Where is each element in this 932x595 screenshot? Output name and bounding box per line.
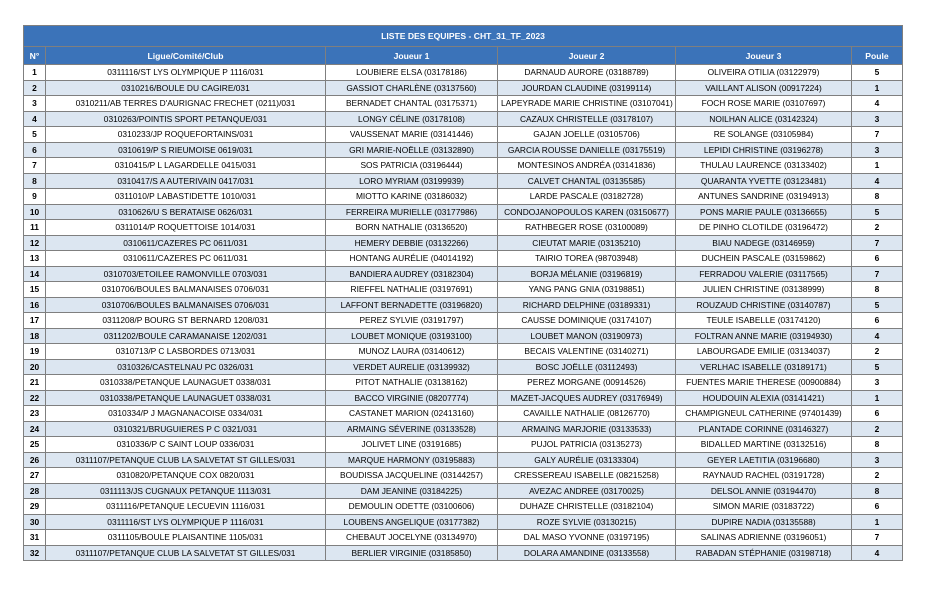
player-1-cell: LONGY CÉLINE (03178108): [326, 111, 498, 127]
poule-cell: 7: [852, 235, 903, 251]
team-number: 6: [24, 142, 46, 158]
club-cell: 0310216/BOULE DU CAGIRE/031: [46, 80, 326, 96]
table-row: [24, 406, 903, 422]
player-2-cell: CIEUTAT MARIE (03135210): [498, 235, 676, 251]
club-cell: 0310703/ETOILEE RAMONVILLE 0703/031: [46, 266, 326, 282]
player-2-cell: GARCIA ROUSSE DANIELLE (03175519): [498, 142, 676, 158]
player-2-cell: LAPEYRADE MARIE CHRISTINE (03107041): [498, 96, 676, 112]
player-2-cell: CALVET CHANTAL (03135585): [498, 173, 676, 189]
table-row: [24, 96, 903, 112]
poule-cell: 7: [852, 127, 903, 143]
player-1-cell: BOUDISSA JACQUELINE (03144257): [326, 468, 498, 484]
table-row: [24, 313, 903, 329]
player-1-cell: MIOTTO KARINE (03186032): [326, 189, 498, 205]
player-3-cell: TEULE ISABELLE (03174120): [676, 313, 852, 329]
player-1-cell: PEREZ SYLVIE (03191797): [326, 313, 498, 329]
club-cell: 0310263/POINTIS SPORT PETANQUE/031: [46, 111, 326, 127]
club-cell: 0310706/BOULES BALMANAISES 0706/031: [46, 282, 326, 298]
poule-cell: 2: [852, 344, 903, 360]
team-number: 2: [24, 80, 46, 96]
player-3-cell: DUCHEIN PASCALE (03159862): [676, 251, 852, 267]
club-cell: 0310706/BOULES BALMANAISES 0706/031: [46, 297, 326, 313]
player-2-cell: BOSC JOËLLE (03112493): [498, 359, 676, 375]
team-number: 10: [24, 204, 46, 220]
poule-cell: 2: [852, 468, 903, 484]
poule-cell: 8: [852, 189, 903, 205]
poule-cell: 6: [852, 406, 903, 422]
team-number: 13: [24, 251, 46, 267]
team-number: 1: [24, 65, 46, 81]
player-3-cell: NOILHAN ALICE (03142324): [676, 111, 852, 127]
table-row: [24, 297, 903, 313]
club-cell: 0311107/PETANQUE CLUB LA SALVETAT ST GILLES/031: [46, 545, 326, 561]
poule-cell: 1: [852, 158, 903, 174]
player-1-cell: RIEFFEL NATHALIE (03197691): [326, 282, 498, 298]
team-number: 17: [24, 313, 46, 329]
poule-cell: 5: [852, 65, 903, 81]
table-row: [24, 483, 903, 499]
player-1-cell: SOS PATRICIA (03196444): [326, 158, 498, 174]
poule-cell: 3: [852, 375, 903, 391]
player-1-cell: LAFFONT BERNADETTE (03196820): [326, 297, 498, 313]
club-cell: 0310211/AB TERRES D'AURIGNAC FRECHET (0211)/031: [46, 96, 326, 112]
player-3-cell: THULAU LAURENCE (03133402): [676, 158, 852, 174]
table-row: [24, 282, 903, 298]
poule-cell: 6: [852, 499, 903, 515]
team-number: 23: [24, 406, 46, 422]
player-1-cell: HONTANG AURÉLIE (04014192): [326, 251, 498, 267]
table-row: [24, 359, 903, 375]
club-cell: 0310820/PETANQUE COX 0820/031: [46, 468, 326, 484]
team-number: 22: [24, 390, 46, 406]
poule-cell: 5: [852, 204, 903, 220]
table-row: [24, 142, 903, 158]
player-1-cell: MARQUE HARMONY (03195883): [326, 452, 498, 468]
club-cell: 0310334/P J MAGNANACOISE 0334/031: [46, 406, 326, 422]
player-1-cell: GRI MARIE-NOËLLE (03132890): [326, 142, 498, 158]
player-3-cell: VAILLANT ALISON (00917224): [676, 80, 852, 96]
player-2-cell: DOLARA AMANDINE (03133558): [498, 545, 676, 561]
player-3-cell: CHAMPIGNEUL CATHERINE (97401439): [676, 406, 852, 422]
table-row: [24, 204, 903, 220]
table-row: [24, 173, 903, 189]
player-1-cell: LORO MYRIAM (03199939): [326, 173, 498, 189]
team-number: 21: [24, 375, 46, 391]
player-2-cell: ROZE SYLVIE (03130215): [498, 514, 676, 530]
table-row: [24, 499, 903, 515]
table-row: [24, 80, 903, 96]
table-row: [24, 189, 903, 205]
player-2-cell: BORJA MÉLANIE (03196819): [498, 266, 676, 282]
table-row: [24, 251, 903, 267]
player-2-cell: GALY AURÉLIE (03133304): [498, 452, 676, 468]
player-1-cell: BERNADET CHANTAL (03175371): [326, 96, 498, 112]
club-cell: 0310321/BRUGUIERES P C 0321/031: [46, 421, 326, 437]
table-row: [24, 266, 903, 282]
player-3-cell: FOLTRAN ANNE MARIE (03194930): [676, 328, 852, 344]
player-3-cell: DUPIRE NADIA (03135588): [676, 514, 852, 530]
player-1-cell: BORN NATHALIE (03136520): [326, 220, 498, 236]
player-2-cell: DUHAZE CHRISTELLE (03182104): [498, 499, 676, 515]
poule-cell: 1: [852, 80, 903, 96]
team-number: 16: [24, 297, 46, 313]
poule-cell: 4: [852, 173, 903, 189]
poule-cell: 8: [852, 483, 903, 499]
player-2-cell: LARDE PASCALE (03182728): [498, 189, 676, 205]
player-3-cell: OLIVEIRA OTILIA (03122979): [676, 65, 852, 81]
player-2-cell: GAJAN JOELLE (03105706): [498, 127, 676, 143]
table-row: [24, 111, 903, 127]
table-row: [24, 530, 903, 546]
player-1-cell: JOLIVET LINE (03191685): [326, 437, 498, 453]
club-cell: 0310338/PETANQUE LAUNAGUET 0338/031: [46, 375, 326, 391]
club-cell: 0311010/P LABASTIDETTE 1010/031: [46, 189, 326, 205]
club-cell: 0311202/BOULE CARAMANAISE 1202/031: [46, 328, 326, 344]
player-1-cell: PITOT NATHALIE (03138162): [326, 375, 498, 391]
player-1-cell: FERREIRA MURIELLE (03177986): [326, 204, 498, 220]
player-3-cell: SIMON MARIE (03183722): [676, 499, 852, 515]
team-number: 5: [24, 127, 46, 143]
poule-cell: 3: [852, 111, 903, 127]
poule-cell: 3: [852, 142, 903, 158]
player-2-cell: TAIRIO TOREA (98703948): [498, 251, 676, 267]
player-3-cell: LEPIDI CHRISTINE (03196278): [676, 142, 852, 158]
player-2-cell: DARNAUD AURORE (03188789): [498, 65, 676, 81]
player-2-cell: CAZAUX CHRISTELLE (03178107): [498, 111, 676, 127]
table-row: [24, 344, 903, 360]
player-1-cell: VAUSSENAT MARIE (03141446): [326, 127, 498, 143]
player-3-cell: FUENTES MARIE THERESE (00900884): [676, 375, 852, 391]
table-row: [24, 220, 903, 236]
club-cell: 0310415/P L LAGARDELLE 0415/031: [46, 158, 326, 174]
table-row: [24, 545, 903, 561]
poule-cell: 1: [852, 390, 903, 406]
team-number: 24: [24, 421, 46, 437]
poule-cell: 2: [852, 421, 903, 437]
player-1-cell: BACCO VIRGINIE (08207774): [326, 390, 498, 406]
player-2-cell: PEREZ MORGANE (00914526): [498, 375, 676, 391]
player-3-cell: SALINAS ADRIENNE (03196051): [676, 530, 852, 546]
team-number: 11: [24, 220, 46, 236]
poule-cell: 6: [852, 313, 903, 329]
player-3-cell: RABADAN STÉPHANIE (03198718): [676, 545, 852, 561]
player-3-cell: BIDALLED MARTINE (03132516): [676, 437, 852, 453]
table-row: [24, 328, 903, 344]
player-3-cell: JULIEN CHRISTINE (03138999): [676, 282, 852, 298]
team-number: 26: [24, 452, 46, 468]
player-2-cell: BECAIS VALENTINE (03140271): [498, 344, 676, 360]
player-2-cell: JOURDAN CLAUDINE (03199114): [498, 80, 676, 96]
team-number: 3: [24, 96, 46, 112]
player-3-cell: ANTUNES SANDRINE (03194913): [676, 189, 852, 205]
poule-cell: 7: [852, 266, 903, 282]
poule-cell: 5: [852, 297, 903, 313]
player-3-cell: PLANTADE CORINNE (03146327): [676, 421, 852, 437]
poule-cell: 4: [852, 545, 903, 561]
player-2-cell: AVEZAC ANDREE (03170025): [498, 483, 676, 499]
club-cell: 0311105/BOULE PLAISANTINE 1105/031: [46, 530, 326, 546]
poule-cell: 2: [852, 220, 903, 236]
table-row: [24, 127, 903, 143]
club-cell: 0310611/CAZERES PC 0611/031: [46, 251, 326, 267]
club-cell: 0311107/PETANQUE CLUB LA SALVETAT ST GILLES/031: [46, 452, 326, 468]
player-1-cell: ARMAING SÉVERINE (03133528): [326, 421, 498, 437]
club-cell: 0311116/ST LYS OLYMPIQUE P 1116/031: [46, 514, 326, 530]
player-2-cell: CAUSSE DOMINIQUE (03174107): [498, 313, 676, 329]
poule-cell: 3: [852, 452, 903, 468]
team-number: 15: [24, 282, 46, 298]
col-header-player-3: Joueur 3: [676, 47, 852, 65]
player-2-cell: DAL MASO YVONNE (03197195): [498, 530, 676, 546]
player-1-cell: VERDET AURELIE (03139932): [326, 359, 498, 375]
player-1-cell: DEMOULIN ODETTE (03100606): [326, 499, 498, 515]
team-number: 32: [24, 545, 46, 561]
player-2-cell: ARMAING MARJORIE (03133533): [498, 421, 676, 437]
team-number: 12: [24, 235, 46, 251]
table-title: LISTE DES EQUIPES - CHT_31_TF_2023: [24, 26, 903, 47]
player-2-cell: RATHBEGER ROSE (03100089): [498, 220, 676, 236]
player-3-cell: HOUDOUIN ALEXIA (03141421): [676, 390, 852, 406]
col-header-club: Ligue/Comité/Club: [46, 47, 326, 65]
col-header-player-2: Joueur 2: [498, 47, 676, 65]
team-number: 4: [24, 111, 46, 127]
club-cell: 0310326/CASTELNAU PC 0326/031: [46, 359, 326, 375]
player-3-cell: PONS MARIE PAULE (03136655): [676, 204, 852, 220]
player-1-cell: HEMERY DEBBIE (03132266): [326, 235, 498, 251]
player-3-cell: BIAU NADEGE (03146959): [676, 235, 852, 251]
player-3-cell: DE PINHO CLOTILDE (03196472): [676, 220, 852, 236]
club-cell: 0311116/PETANQUE LECUEVIN 1116/031: [46, 499, 326, 515]
player-3-cell: LABOURGADE EMILIE (03134037): [676, 344, 852, 360]
club-cell: 0311014/P ROQUETTOISE 1014/031: [46, 220, 326, 236]
team-number: 30: [24, 514, 46, 530]
player-3-cell: RAYNAUD RACHEL (03191728): [676, 468, 852, 484]
team-number: 28: [24, 483, 46, 499]
player-2-cell: LOUBET MANON (03190973): [498, 328, 676, 344]
club-cell: 0310336/P C SAINT LOUP 0336/031: [46, 437, 326, 453]
poule-cell: 8: [852, 282, 903, 298]
club-cell: 0310626/U S BERATAISE 0626/031: [46, 204, 326, 220]
club-cell: 0311116/ST LYS OLYMPIQUE P 1116/031: [46, 65, 326, 81]
player-1-cell: BERLIER VIRGINIE (03185850): [326, 545, 498, 561]
team-number: 19: [24, 344, 46, 360]
player-3-cell: RE SOLANGE (03105984): [676, 127, 852, 143]
table-row: [24, 468, 903, 484]
table-row: [24, 375, 903, 391]
col-header-poule: Poule: [852, 47, 903, 65]
table-row: [24, 65, 903, 81]
table-row: [24, 421, 903, 437]
team-number: 14: [24, 266, 46, 282]
player-2-cell: MONTESINOS ANDRÉA (03141836): [498, 158, 676, 174]
player-1-cell: LOUBENS ANGELIQUE (03177382): [326, 514, 498, 530]
team-number: 9: [24, 189, 46, 205]
club-cell: 0311208/P BOURG ST BERNARD 1208/031: [46, 313, 326, 329]
team-number: 18: [24, 328, 46, 344]
club-cell: 0310233/JP ROQUEFORTAINS/031: [46, 127, 326, 143]
club-cell: 0310619/P S RIEUMOISE 0619/031: [46, 142, 326, 158]
column-headers: [24, 47, 903, 65]
team-number: 8: [24, 173, 46, 189]
player-2-cell: MAZET-JACQUES AUDREY (03176949): [498, 390, 676, 406]
player-2-cell: CAVAILLE NATHALIE (08126770): [498, 406, 676, 422]
poule-cell: 4: [852, 328, 903, 344]
player-2-cell: CRESSEREAU ISABELLE (08215258): [498, 468, 676, 484]
col-header-number: N°: [24, 47, 46, 65]
team-number: 31: [24, 530, 46, 546]
player-3-cell: GEYER LAETITIA (03196680): [676, 452, 852, 468]
player-1-cell: MUNOZ LAURA (03140612): [326, 344, 498, 360]
team-number: 25: [24, 437, 46, 453]
table-body: [24, 65, 903, 561]
player-3-cell: ROUZAUD CHRISTINE (03140787): [676, 297, 852, 313]
player-3-cell: DELSOL ANNIE (03194470): [676, 483, 852, 499]
player-1-cell: LOUBIERE ELSA (03178186): [326, 65, 498, 81]
table-row: [24, 158, 903, 174]
player-3-cell: FOCH ROSE MARIE (03107697): [676, 96, 852, 112]
poule-cell: 6: [852, 251, 903, 267]
player-3-cell: QUARANTA YVETTE (03123481): [676, 173, 852, 189]
player-3-cell: VERLHAC ISABELLE (03189171): [676, 359, 852, 375]
player-1-cell: CHEBAUT JOCELYNE (03134970): [326, 530, 498, 546]
player-1-cell: CASTANET MARION (02413160): [326, 406, 498, 422]
table-row: [24, 390, 903, 406]
player-2-cell: CONDOJANOPOULOS KAREN (03150677): [498, 204, 676, 220]
team-number: 29: [24, 499, 46, 515]
player-1-cell: DAM JEANINE (03184225): [326, 483, 498, 499]
club-cell: 0311113/JS CUGNAUX PETANQUE 1113/031: [46, 483, 326, 499]
table-row: [24, 452, 903, 468]
teams-table: [23, 25, 903, 561]
team-number: 7: [24, 158, 46, 174]
team-number: 20: [24, 359, 46, 375]
team-number: 27: [24, 468, 46, 484]
player-2-cell: PUJOL PATRICIA (03135273): [498, 437, 676, 453]
club-cell: 0310611/CAZERES PC 0611/031: [46, 235, 326, 251]
poule-cell: 1: [852, 514, 903, 530]
club-cell: 0310417/S A AUTERIVAIN 0417/031: [46, 173, 326, 189]
player-1-cell: GASSIOT CHARLÈNE (03137560): [326, 80, 498, 96]
player-2-cell: YANG PANG GNIA (03198851): [498, 282, 676, 298]
player-1-cell: BANDIERA AUDREY (03182304): [326, 266, 498, 282]
poule-cell: 8: [852, 437, 903, 453]
table-row: [24, 235, 903, 251]
table-row: [24, 514, 903, 530]
poule-cell: 7: [852, 530, 903, 546]
poule-cell: 4: [852, 96, 903, 112]
club-cell: 0310338/PETANQUE LAUNAGUET 0338/031: [46, 390, 326, 406]
table-row: [24, 437, 903, 453]
player-2-cell: RICHARD DELPHINE (03189331): [498, 297, 676, 313]
player-3-cell: FERRADOU VALERIE (03117565): [676, 266, 852, 282]
club-cell: 0310713/P C LASBORDES 0713/031: [46, 344, 326, 360]
player-1-cell: LOUBET MONIQUE (03193100): [326, 328, 498, 344]
col-header-player-1: Joueur 1: [326, 47, 498, 65]
poule-cell: 5: [852, 359, 903, 375]
